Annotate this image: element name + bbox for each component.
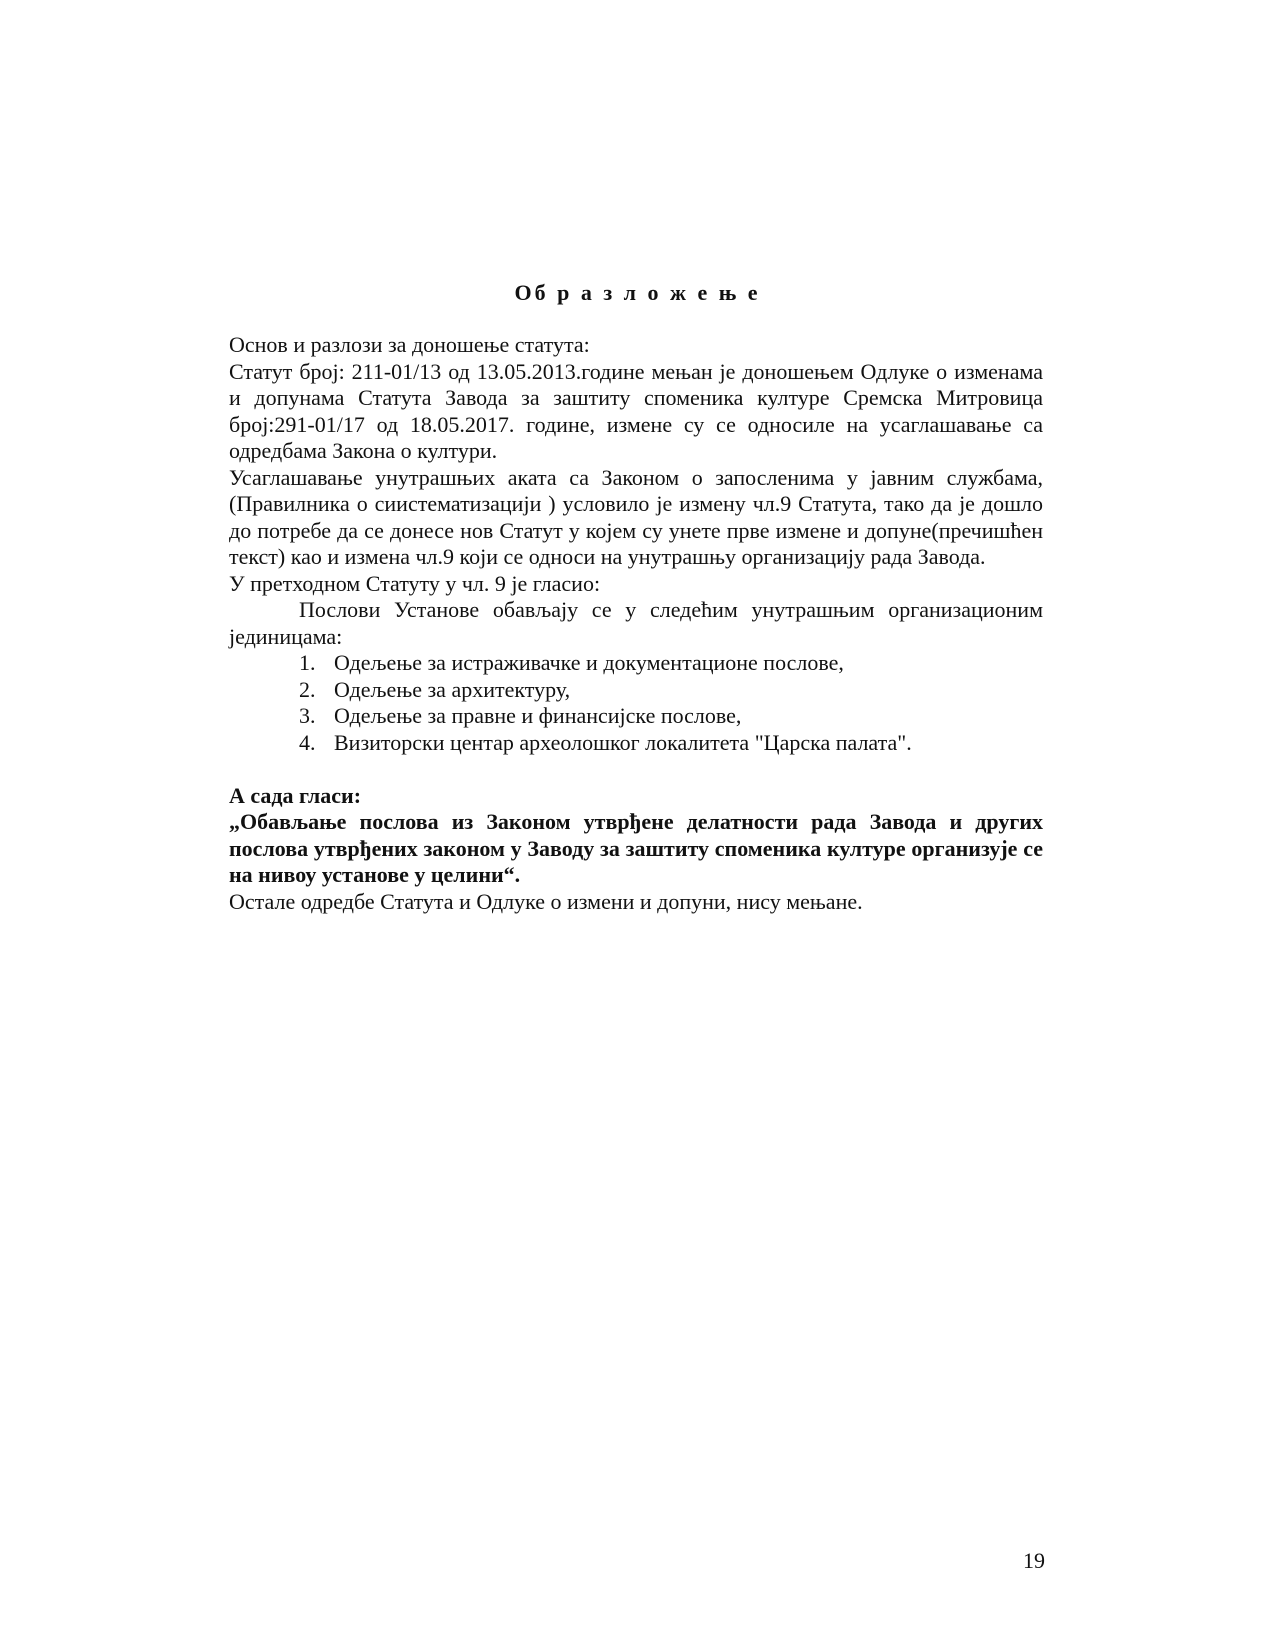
list-item-number: 1. xyxy=(299,650,316,675)
document-body xyxy=(229,332,1043,915)
paragraph-units-intro: Послови Установе обављају се у следећим унутрашњим организационим јединицама: xyxy=(229,597,1043,649)
now-reads-heading: А сада гласи: xyxy=(229,782,362,808)
new-article-text: „Обављање послова из Законом утврђене делатности рада Завода и других послова утврђених законом у Заводу за заштиту споменика културе организује се на нивоу установе у целини“. xyxy=(229,809,1043,887)
paragraph-statute-history: Статут број: 211-01/13 од 13.05.2013.године мењан је доношењем Одлуке о изменама и допунама Статута Завода за заштиту споменика културе Сремска Митровица број:291-01/17 од 18.05.2017. године, измене су се односиле на усаглашавање са одредбама Закона о култури. xyxy=(229,358,1043,463)
intro-heading: Основ и разлози за доношење статута: xyxy=(229,332,590,357)
paragraph-previous-article: У претходном Статуту у чл. 9 је гласио: xyxy=(229,570,601,596)
list-item-text: Одељење за истраживачке и документационе послове, xyxy=(334,650,844,675)
list-item xyxy=(229,650,1043,677)
list-item-text: Визиторски центар археолошког локалитета "Царска палата". xyxy=(334,729,912,755)
list-item xyxy=(229,703,1043,730)
section-spacer xyxy=(229,756,1043,783)
paragraph-harmonization: Усаглашавање унутрашњих аката са Законом о запосленима у јавним службама, (Правилника о сиистематизацији ) условило је измену чл.9 Статута, тако да је дошло до потребе да се донесе нов Статут у којем су унете прве измене и допуне(пречишћен текст) као и измена чл.9 који се односи на унутрашњу организацију рада Завода. xyxy=(229,464,1043,569)
organizational-units-list xyxy=(229,650,1043,756)
list-item-text: Одељење за архитектуру, xyxy=(334,676,571,702)
page-number: 19 xyxy=(1023,1548,1045,1573)
list-item-number: 2. xyxy=(299,676,316,702)
list-item xyxy=(229,730,1043,757)
list-item-text: Одељење за правне и финансијске послове, xyxy=(334,703,742,728)
list-item-number: 3. xyxy=(299,703,316,728)
document-title: Об р а з л о ж е њ е xyxy=(514,280,761,305)
list-item xyxy=(229,677,1043,704)
closing-statement: Остале одредбе Статута и Одлуке о измени и допуни, нису мењане. xyxy=(229,888,863,914)
list-item-number: 4. xyxy=(299,729,316,755)
